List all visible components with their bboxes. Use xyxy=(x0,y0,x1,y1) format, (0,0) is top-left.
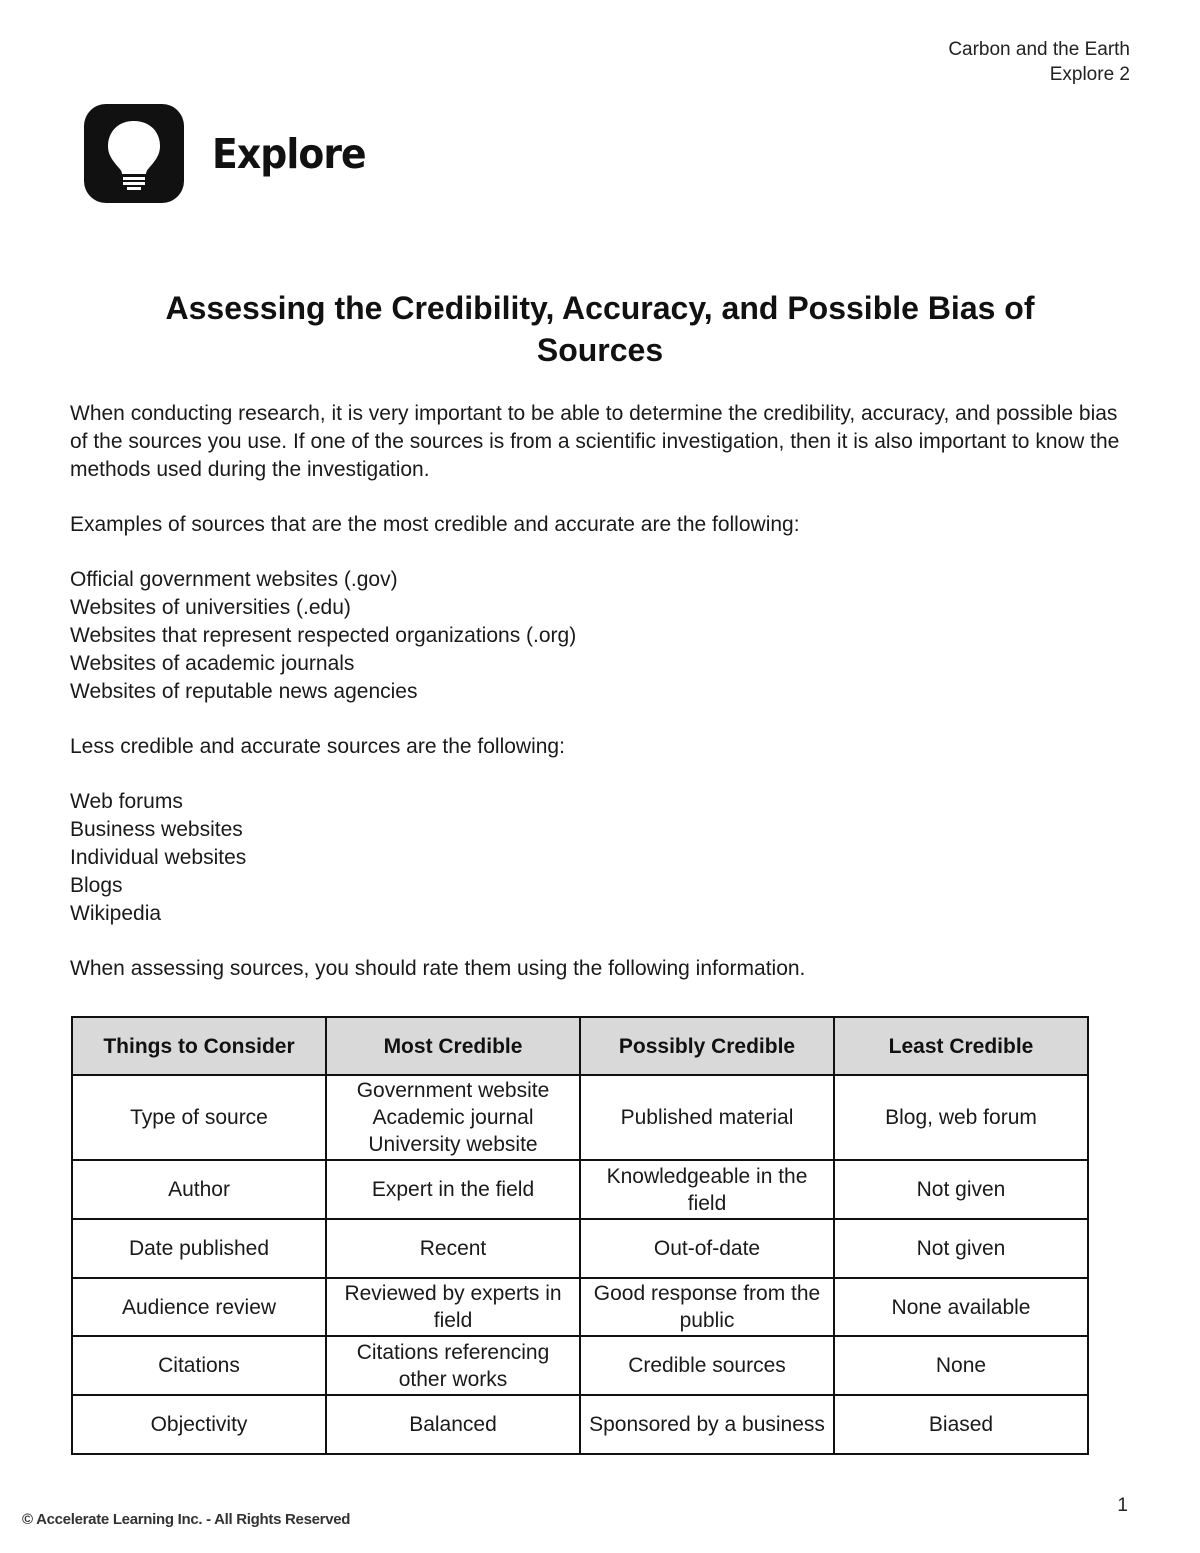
list-item: Websites of academic journals xyxy=(70,652,355,675)
table-cell: Reviewed by experts in field xyxy=(326,1278,580,1336)
page-title-line: Assessing the Credibility, Accuracy, and Possible Bias of xyxy=(165,290,1035,326)
credible-list xyxy=(70,566,1130,706)
table-row xyxy=(72,1395,1088,1454)
unit-title: Carbon and the Earth xyxy=(948,39,1130,60)
table-cell: Expert in the field xyxy=(326,1160,580,1219)
cell-line: Government website xyxy=(356,1079,550,1102)
less-credible-intro: Less credible and accurate sources are the following: xyxy=(70,735,565,758)
table-cell: Published material xyxy=(580,1075,834,1160)
section-label: Explore xyxy=(212,129,366,178)
body-text xyxy=(70,400,1130,983)
copyright-notice: © Accelerate Learning Inc. - All Rights Reserved xyxy=(22,1511,351,1528)
list-item: Wikipedia xyxy=(70,902,162,925)
page-header xyxy=(948,37,1130,87)
lightbulb-icon xyxy=(102,117,166,191)
explore-logo xyxy=(84,104,379,203)
page-title-line: Sources xyxy=(536,332,664,368)
list-item: Web forums xyxy=(70,790,183,813)
table-cell: Balanced xyxy=(326,1395,580,1454)
logo-badge xyxy=(84,104,184,203)
credible-intro: Examples of sources that are the most credible and accurate are the following: xyxy=(70,513,800,536)
table-cell: Blog, web forum xyxy=(834,1075,1088,1160)
column-header: Most Credible xyxy=(326,1017,580,1075)
table-cell: Type of source xyxy=(72,1075,326,1160)
column-header: Possibly Credible xyxy=(580,1017,834,1075)
list-item: Blogs xyxy=(70,874,123,897)
table-cell: Objectivity xyxy=(72,1395,326,1454)
table-cell: Date published xyxy=(72,1219,326,1278)
cell-line: Academic journal xyxy=(372,1106,534,1129)
assess-intro: When assessing sources, you should rate them using the following information. xyxy=(70,957,806,980)
table-cell: None xyxy=(834,1336,1088,1395)
table-cell: Out-of-date xyxy=(580,1219,834,1278)
list-item: Business websites xyxy=(70,818,243,841)
table-row xyxy=(72,1219,1088,1278)
table-cell: Citations xyxy=(72,1336,326,1395)
table-row xyxy=(72,1160,1088,1219)
list-item: Individual websites xyxy=(70,846,247,869)
credibility-table xyxy=(71,1016,1089,1455)
table-cell: Credible sources xyxy=(580,1336,834,1395)
cell-line: University website xyxy=(368,1133,538,1156)
table-cell xyxy=(326,1075,580,1160)
table-cell: Knowledgeable in the field xyxy=(580,1160,834,1219)
list-item: Official government websites (.gov) xyxy=(70,568,398,591)
list-item: Websites that represent respected organizations (.org) xyxy=(70,624,577,647)
column-header: Things to Consider xyxy=(72,1017,326,1075)
table-cell: Citations referencing other works xyxy=(326,1336,580,1395)
table-cell: Audience review xyxy=(72,1278,326,1336)
table-row xyxy=(72,1075,1088,1160)
lesson-label: Explore 2 xyxy=(1049,64,1130,85)
table-cell: Author xyxy=(72,1160,326,1219)
page-title xyxy=(70,287,1130,371)
list-item: Websites of universities (.edu) xyxy=(70,596,351,619)
page-number: 1 xyxy=(1117,1495,1128,1516)
column-header: Least Credible xyxy=(834,1017,1088,1075)
less-credible-list xyxy=(70,788,1130,928)
table-cell: Not given xyxy=(834,1219,1088,1278)
table-cell: Sponsored by a business xyxy=(580,1395,834,1454)
table-row xyxy=(72,1336,1088,1395)
table-cell: None available xyxy=(834,1278,1088,1336)
intro-paragraph: When conducting research, it is very important to be able to determine the credibility, accuracy, and possible bias of the sources you use. If one of the sources is from a scientific investigation, then it is also important to know the methods used during the investigation. xyxy=(70,402,1120,481)
table-cell: Recent xyxy=(326,1219,580,1278)
table-row xyxy=(72,1278,1088,1336)
table-cell: Not given xyxy=(834,1160,1088,1219)
table-cell: Good response from the public xyxy=(580,1278,834,1336)
list-item: Websites of reputable news agencies xyxy=(70,680,418,703)
table-header-row xyxy=(72,1017,1088,1075)
table-cell: Biased xyxy=(834,1395,1088,1454)
